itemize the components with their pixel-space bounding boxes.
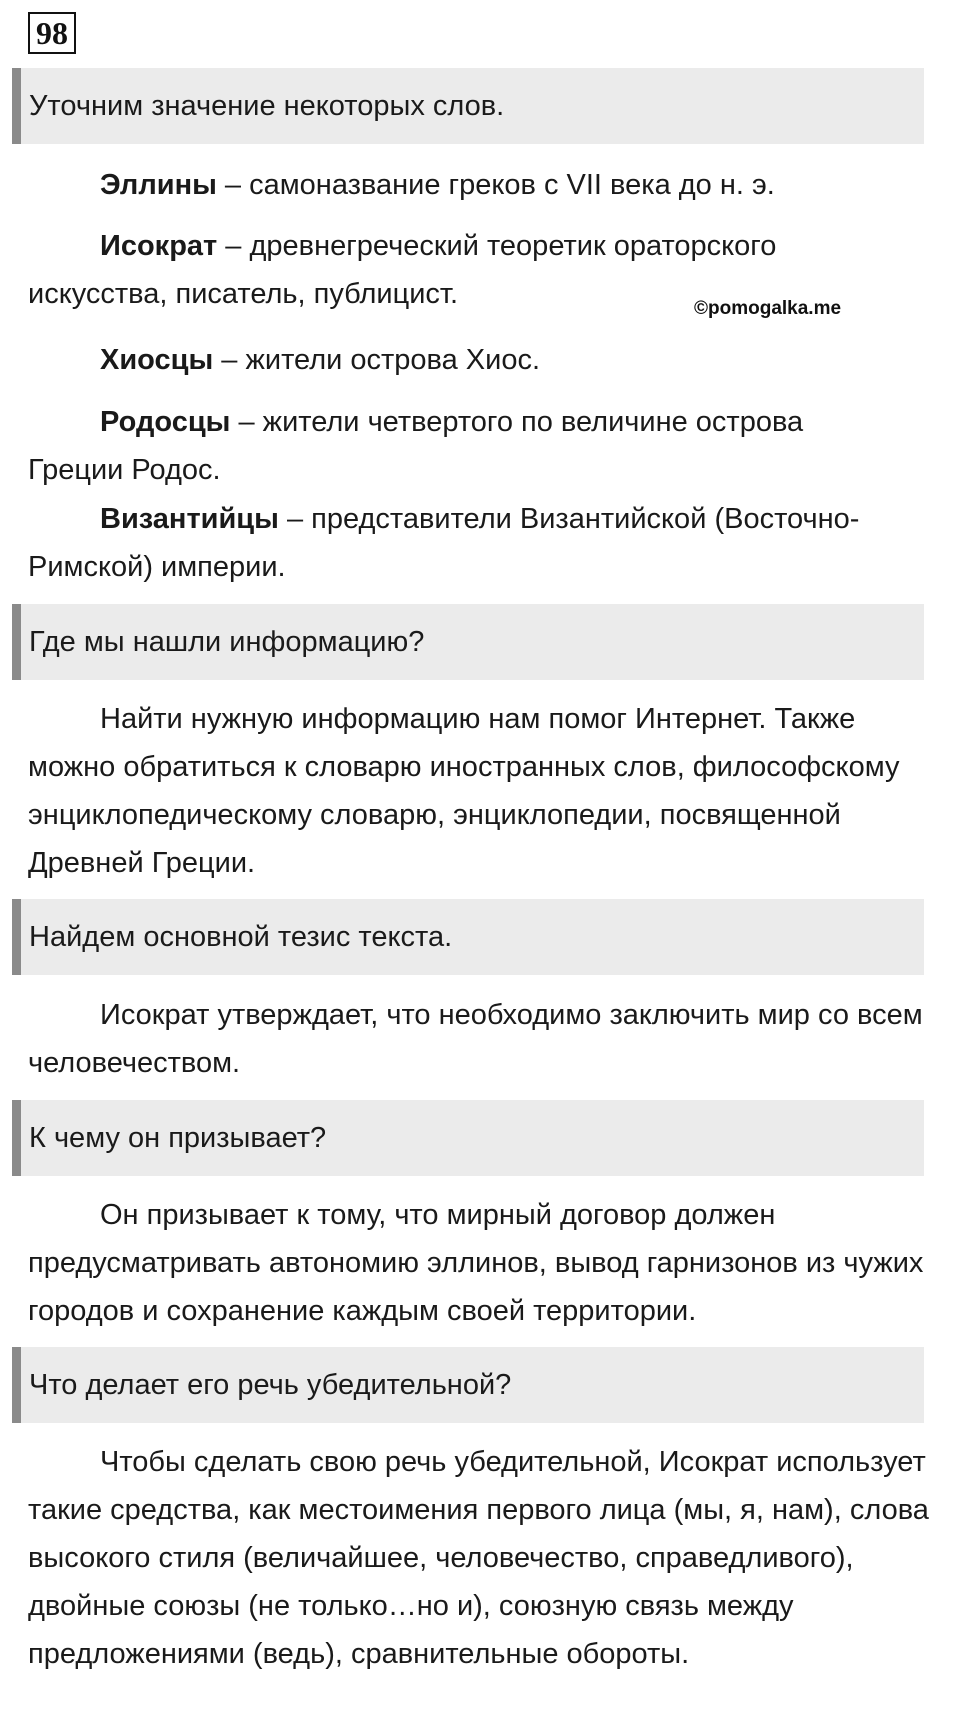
question-text: Где мы нашли информацию? (29, 625, 425, 658)
definition-text: – жители четвертого по величине острова Греции Родос. (28, 406, 804, 486)
answer-text: Найти нужную информацию нам помог Интернет. Также можно обратиться к словарю иностранных слов, философскому энциклопедическому словарю, энциклопедии, посвященной Древней Греции. (28, 703, 900, 879)
question-bar (12, 899, 924, 975)
definition-rhodians (28, 398, 898, 494)
watermark: ©pomogalka.me (694, 298, 842, 319)
answer-text: Чтобы сделать свою речь убедительной, Исократ использует такие средства, как местоимения первого лица (мы, я, нам), слова высокого стиля (величайшее, человечество, справедливого), двойные союзы (не только…но и), союзную связь между предложениями (ведь), сравнительные обороты. (28, 1446, 929, 1670)
definition-text: – представители Византийской (Восточно-Римской) империи. (28, 503, 860, 583)
definition-term: Византийцы (100, 503, 279, 535)
question-text: Что делает его речь убедительной? (29, 1368, 512, 1401)
question-bar (12, 68, 924, 144)
question-text: К чему он призывает? (29, 1121, 327, 1154)
definition-chians (28, 336, 948, 384)
question-text: Уточним значение некоторых слов. (29, 89, 505, 122)
answer-text: Он призывает к тому, что мирный договор должен предусматривать автономию эллинов, вывод гарнизонов из чужих городов и сохранение каждым своей территории. (28, 1199, 924, 1327)
question-text: Найдем основной тезис текста. (29, 920, 453, 953)
task-number: 98 (28, 12, 76, 54)
definition-byzantines (28, 495, 948, 591)
question-bar (12, 1347, 924, 1423)
definition-text: – самоназвание греков с VII века до н. э. (216, 169, 775, 201)
definition-text: – древнегреческий теоретик ораторского искусства, писатель, публицист. (28, 230, 777, 310)
definition-term: Исократ (100, 230, 218, 262)
answer-text: Исократ утверждает, что необходимо заключить мир со всем человечеством. (28, 999, 923, 1079)
definition-term: Хиосцы (100, 344, 214, 376)
definition-term: Эллины (100, 169, 217, 201)
definition-ellines (28, 161, 948, 209)
question-bar (12, 604, 924, 680)
question-bar (12, 1100, 924, 1176)
definition-text: – жители острова Хиос. (213, 344, 541, 376)
definition-term: Родосцы (100, 406, 231, 438)
